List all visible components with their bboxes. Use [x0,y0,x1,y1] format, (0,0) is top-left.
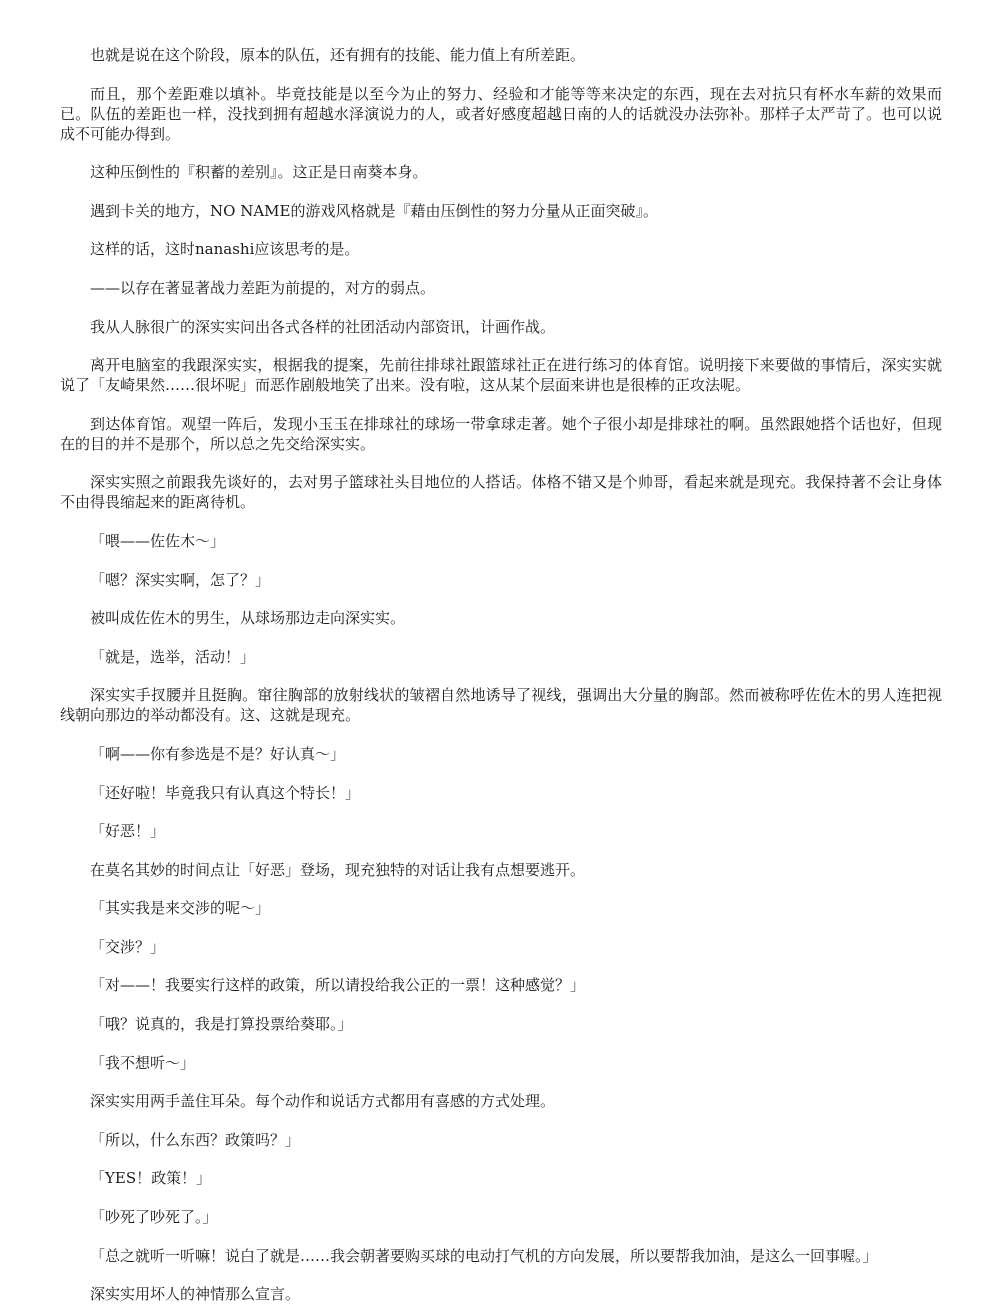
dialogue-line: 「对——！我要实行这样的政策，所以请投给我公正的一票！这种感觉？」 [90,976,586,995]
dialogue-line: 「YES！政策！」 [90,1169,212,1188]
dialogue-line: 「就是，选举，活动！」 [90,647,256,666]
dialogue-line: 「交涉？」 [90,937,166,956]
paragraph: 深实实用坏人的神情那么宣言。 [90,1285,301,1304]
dialogue-line: 「喂——佐佐木～」 [90,531,226,550]
dialogue-line: 「哦？说真的，我是打算投票给葵耶。」 [90,1015,353,1034]
paragraph: 深实实用两手盖住耳朵。每个动作和说话方式都用有喜感的方式处理。 [90,1092,556,1111]
dialogue-line: 「啊——你有参选是不是？好认真～」 [90,744,346,763]
paragraph: 也就是说在这个阶段，原本的队伍，还有拥有的技能、能力值上有所差距。 [90,46,586,64]
dialogue-line: 「吵死了吵死了。」 [90,1208,218,1227]
dialogue-line: 「好恶！」 [90,822,166,841]
paragraph: 到达体育馆。观望一阵后，发现小玉玉在排球社的球场一带拿球走著。她个子很小却是排球社的啊。虽然跟她搭个话也好，但现在的目的并不是那个，所以总之先交给深实实。 [60,414,942,453]
paragraph: ——以存在著显著战力差距为前提的，对方的弱点。 [90,278,436,297]
paragraph: 离开电脑室的我跟深实实，根据我的提案，先前往排球社跟篮球社正在进行练习的体育馆。说明接下来要做的事情后，深实实就说了「友崎果然……很坏呢」而恶作剧般地笑了出来。没有啦，这从某个层面来讲也是很棒的正攻法呢。 [60,356,942,395]
dialogue-line: 「其实我是来交涉的呢～」 [90,899,271,918]
paragraph: 深实实照之前跟我先谈好的，去对男子篮球社头目地位的人搭话。体格不错又是个帅哥，看起来就是现充。我保持著不会让身体不由得畏缩起来的距离待机。 [60,473,942,512]
paragraph: 在莫名其妙的时间点让「好恶」登场，现充独特的对话让我有点想要逃开。 [90,860,586,879]
dialogue-line: 「总之就听一听嘛！说白了就是……我会朝著要购买球的电动打气机的方向发展，所以要帮我加油，是这么一回事喔。」 [90,1246,878,1265]
paragraph: 被叫成佐佐木的男生，从球场那边走向深实实。 [90,609,406,628]
paragraph: 这种压倒性的『积蓄的差别』。这正是日南葵本身。 [90,163,428,182]
dialogue-line: 「嗯？深实实啊，怎了？」 [90,570,271,589]
paragraph: 深实实手扠腰并且挺胸。窜往胸部的放射线状的皱褶自然地诱导了视线，强调出大分量的胸部。然而被称呼佐佐木的男人连把视线朝向那边的举动都没有。这、这就是现充。 [60,686,942,725]
dialogue-line: 「我不想听～」 [90,1053,196,1072]
paragraph: 而且，那个差距难以填补。毕竟技能是以至今为止的努力、经验和才能等等来决定的东西，现在去对抗只有杯水车薪的效果而已。队伍的差距也一样，没找到拥有超越水泽演说力的人，或者好感度超越日南的人的话就没办法弥补。那样子太严苛了。也可以说成不可能办得到。 [60,84,942,143]
dialogue-line: 「还好啦！毕竟我只有认真这个特长！」 [90,783,361,802]
paragraph: 我从人脉很广的深实实问出各式各样的社团活动内部资讯，计画作战。 [90,317,556,336]
paragraph: 这样的话，这时nanashi应该思考的是。 [90,240,360,259]
paragraph: 遇到卡关的地方，NO NAME的游戏风格就是『藉由压倒性的努力分量从正面突破』。 [90,201,658,220]
dialogue-line: 「所以，什么东西？政策吗？」 [90,1130,301,1149]
